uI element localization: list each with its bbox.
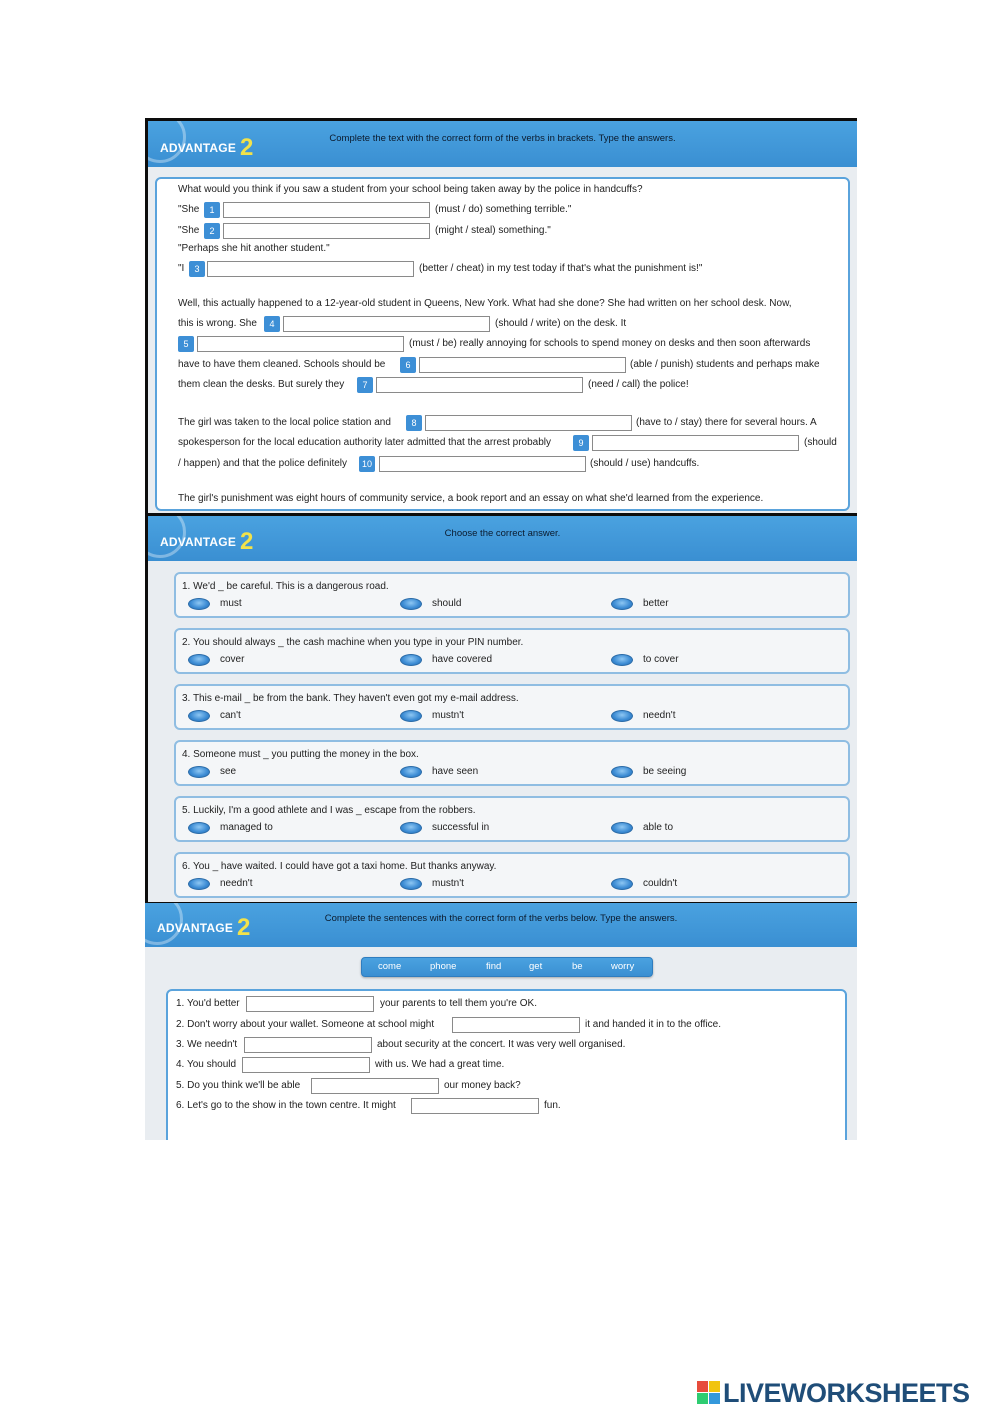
word-bank-item: get — [529, 961, 543, 972]
question-text: 6. You _ have waited. I could have got a taxi home. But thanks anyway. — [182, 861, 497, 872]
exercise-2-instruction: Choose the correct answer. — [444, 528, 561, 539]
gap-7-input[interactable] — [376, 377, 583, 393]
gap-badge: 5 — [178, 336, 194, 352]
radio-button-icon[interactable] — [188, 878, 210, 890]
text-line: have to have them cleaned. Schools should be — [178, 359, 386, 370]
text-line: "She — [178, 225, 200, 236]
radio-button-icon[interactable] — [188, 710, 210, 722]
question-text: 5. Luckily, I'm a good athlete and I was _ escape from the robbers. — [182, 805, 476, 816]
text-line: What would you think if you saw a student from your school being taken away by the police in handcuffs? — [178, 184, 643, 195]
radio-button-icon[interactable] — [400, 878, 422, 890]
question-card: 5. Luckily, I'm a good athlete and I was _ escape from the robbers. managed to successful in able to — [174, 796, 850, 842]
sentence-1-input[interactable] — [246, 996, 374, 1012]
gap-badge: 6 — [400, 357, 416, 373]
text-line: (must / do) something terrible." — [435, 204, 572, 215]
text-line: (should / use) handcuffs. — [590, 458, 700, 469]
exercise-3-panel — [145, 903, 857, 1140]
gap-3-input[interactable] — [207, 261, 414, 277]
radio-button-icon[interactable] — [611, 654, 633, 666]
sentence-text: it and handed it in to the office. — [585, 1019, 722, 1030]
radio-button-icon[interactable] — [611, 766, 633, 778]
radio-button-icon[interactable] — [188, 598, 210, 610]
sentence-text: our money back? — [444, 1080, 521, 1091]
advantage-logo: ADVANTAGE 2 — [160, 134, 254, 161]
text-line: (have to / stay) there for several hours. A — [636, 417, 817, 428]
worksheet-screenshot — [145, 118, 857, 1140]
sentence-3-input[interactable] — [244, 1037, 372, 1053]
gap-badge: 2 — [204, 223, 220, 239]
sentence-text: 1. You'd better — [176, 998, 240, 1009]
question-card: 3. This e-mail _ be from the bank. They haven't even got my e-mail address. can't mustn't needn't — [174, 684, 850, 730]
text-line: "Perhaps she hit another student." — [178, 243, 330, 254]
radio-button-icon[interactable] — [611, 878, 633, 890]
gap-badge: 8 — [406, 415, 422, 431]
text-line: The girl was taken to the local police station and — [178, 417, 391, 428]
radio-button-icon[interactable] — [611, 710, 633, 722]
sentence-2-input[interactable] — [452, 1017, 580, 1033]
sentence-text: 5. Do you think we'll be able — [176, 1080, 301, 1091]
sentence-text: 4. You should — [176, 1059, 237, 1070]
question-text: 2. You should always _ the cash machine when you type in your PIN number. — [182, 637, 524, 648]
text-line: "She — [178, 204, 200, 215]
radio-button-icon[interactable] — [188, 822, 210, 834]
text-line: (might / steal) something." — [435, 225, 551, 236]
question-card: 2. You should always _ the cash machine when you type in your PIN number. cover have covered to cover — [174, 628, 850, 674]
exercise-3-instruction: Complete the sentences with the correct form of the verbs below. Type the answers. — [324, 913, 678, 924]
radio-button-icon[interactable] — [611, 598, 633, 610]
advantage-logo: ADVANTAGE 2 — [157, 914, 251, 941]
exercise-1-panel — [148, 121, 857, 513]
question-text: 1. We'd _ be careful. This is a dangerous road. — [182, 581, 389, 592]
sentence-text: fun. — [544, 1100, 561, 1111]
sentence-text: 6. Let's go to the show in the town centre. It might — [176, 1100, 396, 1111]
radio-button-icon[interactable] — [400, 654, 422, 666]
sentence-text: with us. We had a great time. — [375, 1059, 505, 1070]
gap-badge: 4 — [264, 316, 280, 332]
word-bank-item: phone — [430, 961, 457, 972]
sentence-text: about security at the concert. It was very well organised. — [377, 1039, 626, 1050]
text-line: (should / write) on the desk. It — [495, 318, 627, 329]
gap-badge: 3 — [189, 261, 205, 277]
gap-10-input[interactable] — [379, 456, 586, 472]
question-card: 1. We'd _ be careful. This is a dangerous road. must should better — [174, 572, 850, 618]
text-line: (better / cheat) in my test today if that's what the punishment is!" — [419, 263, 703, 274]
text-line: (need / call) the police! — [588, 379, 689, 390]
text-line: (should — [804, 437, 837, 448]
gap-badge: 1 — [204, 202, 220, 218]
text-line: Well, this actually happened to a 12-year-old student in Queens, New York. What had she done? She had written on her school desk. Now, — [178, 298, 792, 309]
exercise-1-header — [148, 121, 857, 167]
word-bank-item: worry — [611, 961, 635, 972]
gap-badge: 10 — [359, 456, 375, 472]
text-line: "I — [178, 263, 185, 274]
liveworksheets-wordmark: LIVEWORKSHEETS — [723, 1378, 970, 1408]
liveworksheets-icon — [697, 1381, 721, 1405]
word-bank-item: find — [486, 961, 502, 972]
gap-9-input[interactable] — [592, 435, 799, 451]
gap-badge: 7 — [357, 377, 373, 393]
radio-button-icon[interactable] — [188, 654, 210, 666]
radio-button-icon[interactable] — [188, 766, 210, 778]
radio-button-icon[interactable] — [400, 710, 422, 722]
sentence-4-input[interactable] — [242, 1057, 370, 1073]
gap-badge: 9 — [573, 435, 589, 451]
question-text: 3. This e-mail _ be from the bank. They haven't even got my e-mail address. — [182, 693, 519, 704]
sentence-5-input[interactable] — [311, 1078, 439, 1094]
question-card: 6. You _ have waited. I could have got a taxi home. But thanks anyway. needn't mustn't couldn't — [174, 852, 850, 898]
word-bank-item: come — [378, 961, 402, 972]
exercise-3-header — [145, 903, 857, 947]
gap-6-input[interactable] — [419, 357, 626, 373]
radio-button-icon[interactable] — [400, 822, 422, 834]
sentence-text: 3. We needn't — [176, 1039, 238, 1050]
text-line: / happen) and that the police definitely — [178, 458, 348, 469]
gap-4-input[interactable] — [283, 316, 490, 332]
text-line: this is wrong. She — [178, 318, 257, 329]
sentence-text: 2. Don't worry about your wallet. Someone at school might — [176, 1019, 435, 1030]
word-bank-item: be — [572, 961, 583, 972]
exercise-1-instruction: Complete the text with the correct form of the verbs in brackets. Type the answers. — [329, 133, 676, 144]
gap-1-input[interactable] — [223, 202, 430, 218]
gap-5-input[interactable] — [197, 336, 404, 352]
exercise-1-text-box — [155, 177, 850, 511]
exercise-2-panel — [148, 516, 857, 902]
radio-button-icon[interactable] — [400, 766, 422, 778]
word-bank — [361, 957, 653, 977]
text-line: spokesperson for the local education authority later admitted that the arrest probably — [178, 437, 551, 448]
text-line: (must / be) really annoying for schools to spend money on desks and then soon afterwards — [409, 338, 811, 349]
text-line: The girl's punishment was eight hours of community service, a book report and an essay on what she'd learned from the experience. — [178, 493, 764, 504]
gap-8-input[interactable] — [425, 415, 632, 431]
sentence-text: your parents to tell them you're OK. — [380, 998, 537, 1009]
gap-2-input[interactable] — [223, 223, 430, 239]
exercise-3-sentence-box — [166, 989, 847, 1140]
advantage-logo: ADVANTAGE 2 — [160, 528, 254, 555]
radio-button-icon[interactable] — [611, 822, 633, 834]
question-text: 4. Someone must _ you putting the money in the box. — [182, 749, 419, 760]
text-line: them clean the desks. But surely they — [178, 379, 345, 390]
text-line: (able / punish) students and perhaps make — [630, 359, 820, 370]
question-card: 4. Someone must _ you putting the money in the box. see have seen be seeing — [174, 740, 850, 786]
radio-button-icon[interactable] — [400, 598, 422, 610]
sentence-6-input[interactable] — [411, 1098, 539, 1114]
exercise-2-header — [148, 516, 857, 561]
